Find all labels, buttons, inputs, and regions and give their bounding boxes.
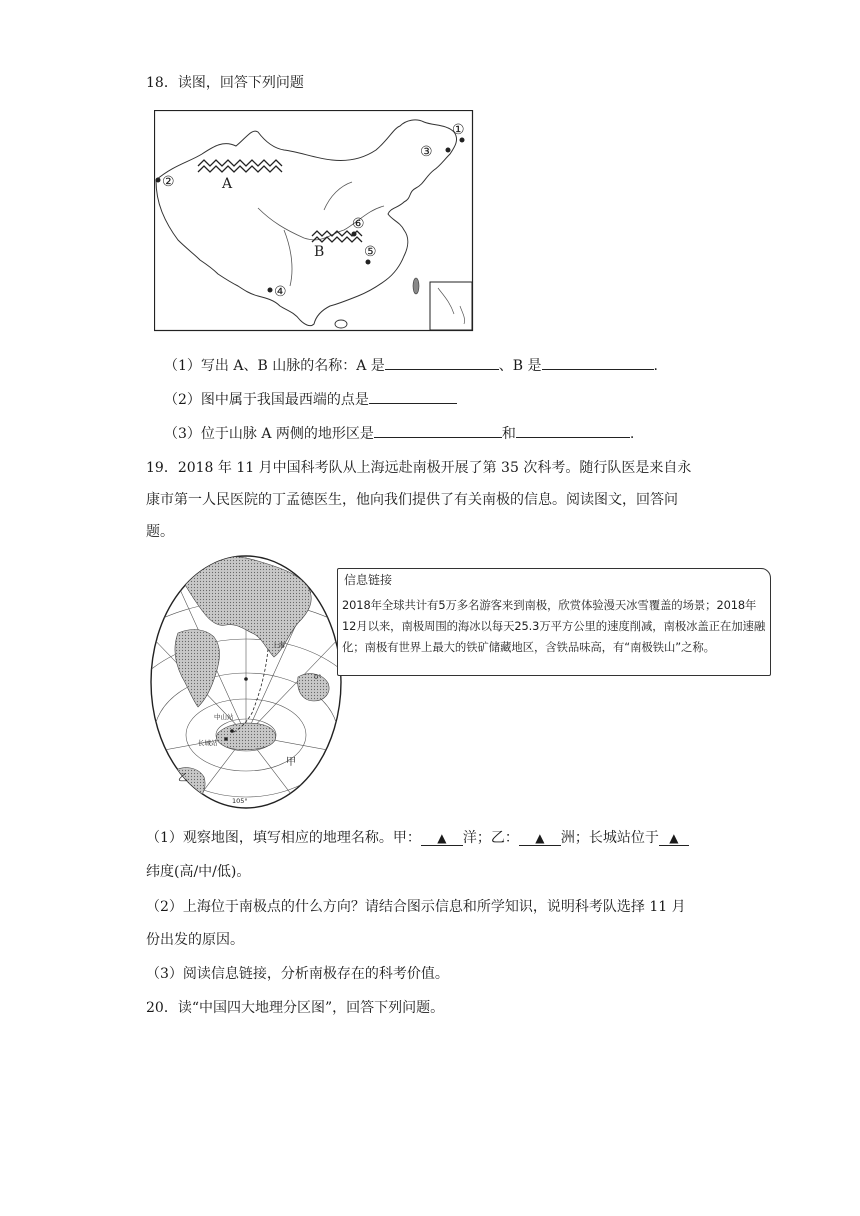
q19-line1: 19．2018 年 11 月中国科考队从上海远赴南极开展了第 35 次科考。随行队医是来自永 — [146, 460, 692, 476]
answer-blank-region1[interactable] — [374, 423, 502, 438]
label-p2: ② — [162, 174, 175, 190]
label-lon105: 105° — [232, 797, 248, 805]
label-jia: 甲 — [286, 757, 296, 768]
q19-sub1-a: （1）观察地图，填写相应的地理名称。甲： — [146, 830, 421, 846]
point-1-dot — [460, 138, 465, 143]
q18-sub3 — [164, 423, 634, 444]
q20-title: 20．读“中国四大地理分区图”，回答下列问题。 — [146, 1000, 445, 1016]
point-2-dot — [156, 178, 161, 183]
label-p4: ④ — [274, 284, 287, 300]
info-link-title: 信息链接 — [344, 573, 393, 587]
label-p5: ⑤ — [364, 244, 377, 260]
info-link-box — [337, 568, 771, 676]
point-3-dot — [446, 148, 451, 153]
china-map-svg — [154, 110, 474, 332]
q19-sub2-line1: （2）上海位于南极点的什么方向？请结合图示信息和所学知识，说明科考队选择 11 月 — [146, 899, 686, 915]
label-zhongshan: 中山站 — [214, 713, 234, 721]
q19-line3: 题。 — [146, 524, 174, 540]
q19-sub1 — [146, 828, 689, 848]
label-p3: ③ — [420, 144, 433, 160]
q18-sub1-end: . — [653, 358, 658, 374]
q18-title: 18．读图，回答下列问题 — [146, 75, 304, 91]
q19-line2: 康市第一人民医院的丁孟德医生，他向我们提供了有关南极的信息。阅读图文，回答问 — [146, 492, 678, 508]
label-yi: 乙 — [178, 773, 188, 784]
q19-sub1-line2: 纬度(高/中/低)。 — [146, 864, 251, 880]
label-changcheng: 长城站 — [198, 739, 218, 747]
label-shanghai: 上海 — [272, 641, 285, 649]
answer-blank-region2[interactable] — [516, 423, 630, 438]
antarctica-map-figure — [148, 553, 344, 811]
label-a: A — [222, 176, 233, 192]
antarctica-map-svg — [148, 553, 344, 811]
q18-sub3-prefix: （3）位于山脉 A 两侧的地形区是 — [164, 426, 374, 442]
q18-sub1-prefix: （1）写出 A、B 山脉的名称：A 是 — [164, 358, 385, 374]
q18-sub3-end: . — [629, 426, 635, 442]
q18-sub3-mid: 和 — [501, 426, 516, 442]
q18-sub1 — [164, 355, 658, 376]
answer-blank-a[interactable] — [385, 355, 499, 370]
label-p1: ① — [452, 122, 465, 138]
q18-sub2-prefix: （2）图中属于我国最西端的点是 — [164, 392, 369, 408]
answer-blank-westmost[interactable] — [369, 389, 457, 404]
answer-blank-jia[interactable]: ▲ — [421, 831, 463, 846]
q19-sub1-b: 洋；乙： — [462, 830, 519, 846]
answer-blank-latitude[interactable]: ▲ — [659, 831, 689, 846]
label-zero: 0° — [314, 673, 322, 681]
point-4-dot — [268, 288, 273, 293]
answer-blank-yi[interactable]: ▲ — [519, 831, 561, 846]
q18-sub1-mid: 、B 是 — [498, 358, 542, 374]
q19-sub1-c: 洲；长城站位于 — [560, 830, 659, 846]
label-p6: ⑥ — [352, 216, 365, 232]
q18-sub2 — [164, 389, 457, 410]
answer-blank-b[interactable] — [542, 355, 654, 370]
label-b: B — [314, 244, 325, 260]
point-6-dot — [352, 232, 357, 237]
q19-sub3: （3）阅读信息链接，分析南极存在的科考价值。 — [146, 966, 449, 982]
q19-sub2-line2: 份出发的原因。 — [146, 932, 244, 948]
point-5-dot — [366, 260, 371, 265]
china-map-figure — [154, 110, 474, 332]
info-link-text: 2018年全球共计有5万多名游客来到南极，欣赏体验漫天冰雪覆盖的场景；2018年12月以来，南极周围的海冰以每天25.3万平方公里的速度削减，南极冰盖正在加速融化；南极有世界上最大的铁矿储藏地区，含铁品味高，有“南极铁山”之称。 — [342, 598, 766, 654]
